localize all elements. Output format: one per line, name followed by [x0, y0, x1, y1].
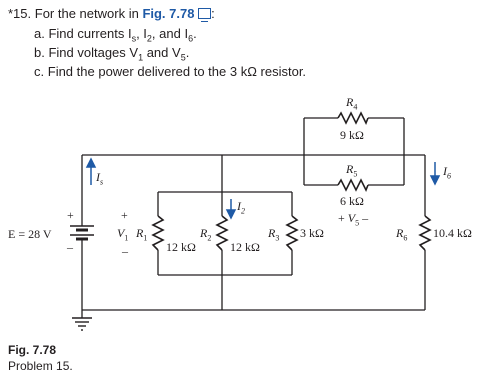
- battery-symbol: [70, 226, 94, 243]
- problem-stem: *15. For the network in Fig. 7.78 :: [8, 6, 215, 21]
- label-R2: $R_2$: [200, 226, 212, 243]
- label-R6: $R_6$: [396, 226, 408, 243]
- label-R1: $R_1$: [136, 226, 148, 243]
- value-R3: 3 kΩ: [300, 226, 324, 240]
- label-V1: $V_1$: [117, 226, 129, 243]
- value-R4: 9 kΩ: [340, 128, 364, 142]
- value-R1: 12 kΩ: [166, 240, 196, 254]
- battery-plus: +: [67, 208, 74, 222]
- V1-minus: –: [122, 244, 128, 258]
- label-source: E = 28 V: [8, 227, 52, 241]
- label-R3: $R_3$: [268, 226, 280, 243]
- value-R6: 10.4 kΩ: [433, 226, 472, 240]
- resistor-R6: [420, 216, 430, 250]
- resistor-R3: [287, 216, 297, 250]
- value-R5: 6 kΩ: [340, 194, 364, 208]
- resistor-R1: [153, 216, 163, 250]
- part-a: a. Find currents $I_s$, $I_2$, and $I_6$.: [34, 26, 197, 44]
- part-c: c. Find the power delivered to the 3 kΩ resistor.: [34, 64, 307, 79]
- label-Is: $I_s$: [96, 170, 104, 187]
- resistor-R5: [338, 180, 368, 190]
- problem-number: *15.: [8, 6, 32, 21]
- resistor-R4: [338, 113, 368, 123]
- label-I2: $I_2$: [237, 199, 245, 216]
- stem-text: For the network in: [34, 6, 139, 21]
- label-V5: + $V_5$ –: [338, 211, 369, 228]
- figure-subcaption: Problem 15.: [8, 359, 73, 373]
- figure-link[interactable]: Fig. 7.78: [142, 6, 195, 21]
- resistor-R2: [217, 216, 227, 250]
- value-R2: 12 kΩ: [230, 240, 260, 254]
- label-R5: $R_5$: [346, 162, 358, 179]
- label-R4: $R_4$: [346, 95, 358, 112]
- part-b: b. Find voltages $V_1$ and $V_5$.: [34, 45, 190, 63]
- ground-symbol: [72, 318, 92, 330]
- battery-minus: –: [67, 240, 73, 254]
- figure-caption: Fig. 7.78: [8, 343, 57, 357]
- V1-plus: +: [121, 208, 128, 222]
- label-I6: $I_6$: [443, 164, 451, 181]
